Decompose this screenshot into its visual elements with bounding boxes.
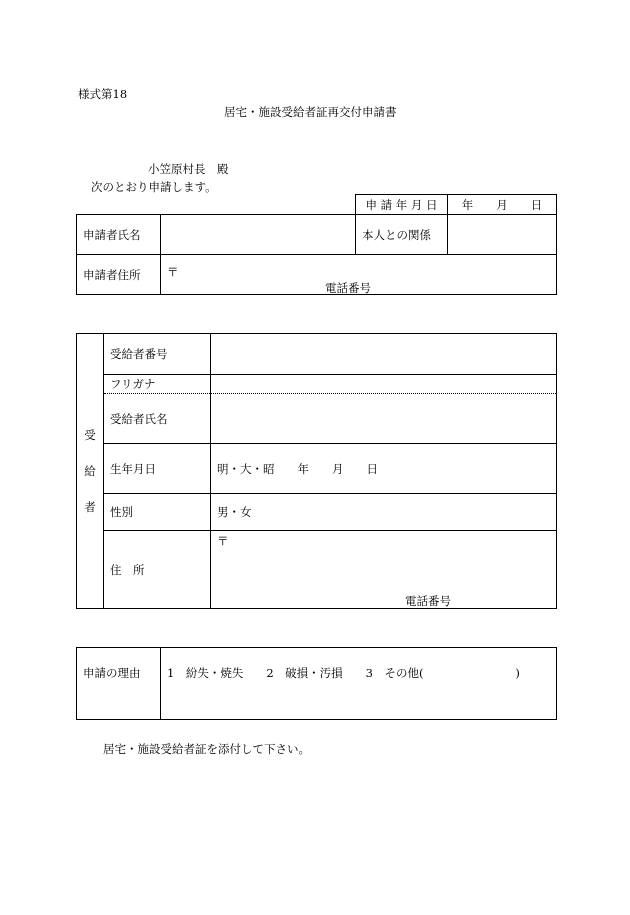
furigana-field[interactable] xyxy=(211,375,557,394)
relation-label: 本人との関係 xyxy=(356,215,448,255)
furigana-label: フリガナ xyxy=(104,375,211,394)
form-title: 居宅・施設受給者証再交付申請書 xyxy=(224,105,397,119)
applicant-address-field[interactable] xyxy=(161,255,557,295)
reason-label: 申請の理由 xyxy=(77,648,161,720)
recipient-table xyxy=(76,333,557,609)
postal-mark: 〒 xyxy=(217,534,229,548)
recipient-name-field[interactable] xyxy=(211,394,557,444)
side-char: 給 xyxy=(84,464,96,478)
applicant-table xyxy=(76,194,557,295)
recipient-name-label: 受給者氏名 xyxy=(104,394,211,444)
sex-label: 性別 xyxy=(104,494,211,531)
application-date-field[interactable]: 年 月 日 xyxy=(448,195,557,215)
applicant-phone-label: 電話番号 xyxy=(325,281,371,295)
birth-date-field[interactable]: 明・大・昭 年 月 日 xyxy=(211,444,557,494)
relation-field[interactable] xyxy=(448,215,557,255)
applicant-address-label: 申請者住所 xyxy=(77,255,161,295)
recipient-address-field[interactable] xyxy=(211,531,557,609)
footer-note: 居宅・施設受給者証を添付して下さい。 xyxy=(103,742,310,756)
reason-options[interactable]: 1 紛失・焼失 2 破損・汚損 3 その他( ) xyxy=(161,648,557,720)
reason-table xyxy=(76,647,557,720)
applicant-name-label: 申請者氏名 xyxy=(77,215,161,255)
postal-mark: 〒 xyxy=(167,265,179,279)
recipient-address-label: 住 所 xyxy=(104,531,211,609)
blank-cell xyxy=(77,195,161,215)
application-date-label: 申 請 年 月 日 xyxy=(356,195,448,215)
intro-text: 次のとおり申請します。 xyxy=(91,180,217,194)
recipient-number-label: 受給者番号 xyxy=(104,334,211,375)
sex-field[interactable]: 男・女 xyxy=(211,494,557,531)
recipient-phone-label: 電話番号 xyxy=(405,594,451,608)
recipient-side-label xyxy=(77,334,104,609)
addressee: 小笠原村長 殿 xyxy=(148,162,229,176)
side-char: 者 xyxy=(84,500,96,514)
blank-cell xyxy=(161,195,356,215)
birth-date-label: 生年月日 xyxy=(104,444,211,494)
form-number: 様式第18 xyxy=(78,87,128,101)
side-char: 受 xyxy=(84,428,96,442)
applicant-name-field[interactable] xyxy=(161,215,356,255)
recipient-number-field[interactable] xyxy=(211,334,557,375)
